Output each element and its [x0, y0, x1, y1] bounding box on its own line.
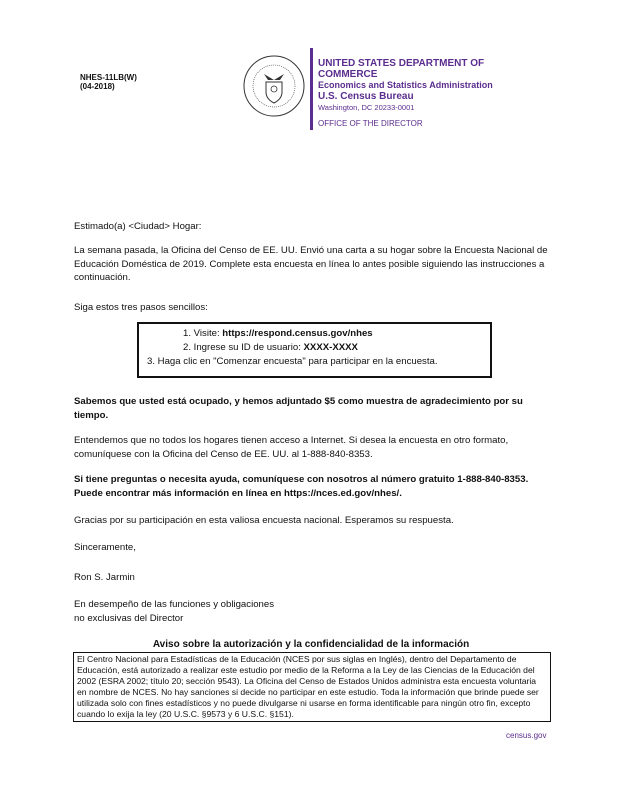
step-3: 3. Haga clic en "Comenzar encuesta" para participar en la encuesta. — [147, 356, 438, 367]
form-number: NHES-11LB(W) — [80, 73, 137, 82]
commerce-seal-icon — [242, 54, 306, 118]
bureau: U.S. Census Bureau — [318, 91, 414, 102]
paragraph-internet: Entendemos que no todos los hogares tienen acceso a Internet. Si desea la encuesta en otro formato, comuníquese con la Oficina del Censo de EE. UU. al 1-888-840-8353. — [74, 435, 509, 460]
brand-divider — [310, 48, 313, 130]
paragraph-help: Si tiene preguntas o necesita ayuda, comuníquese con nosotros al número gratuito 1-888-840-8353. Puede encontrar más información en línea en https://nces.ed.gov/nhes/. — [74, 474, 529, 499]
signer-name: Ron S. Jarmin — [74, 572, 135, 583]
paragraph-intro: La semana pasada, la Oficina del Censo de EE. UU. Envió una carta a su hogar sobre la Encuesta Nacional de Educación Doméstica de 2019. Complete esta encuesta en línea lo antes posible siguiendo las instrucciones a continuación. — [74, 245, 548, 283]
office: OFFICE OF THE DIRECTOR — [318, 119, 423, 128]
paragraph-thanks: Gracias por su participación en esta valiosa encuesta nacional. Esperamos su respuesta. — [74, 515, 454, 526]
survey-url[interactable]: https://respond.census.gov/nhes — [222, 328, 373, 339]
notice-body: El Centro Nacional para Estadísticas de la Educación (NCES por sus siglas en Inglés), dentro del Departamento de Educación, está autorizado a realizar este estudio por medio de la Reforma a la Ley de las Ciencias de la Educación del 2002 (ESRA 2002; título 20; sección 9543). La Oficina del Censo de Estados Unidos administra esta encuesta voluntaria en nombre de NCES. No hay sanciones si decide no participar en este estudio. Toda la información que brinde puede ser utilizada solo con fines estadísticos y no puede divulgarse ni usarse en forma identificable para ningún otro fin, excepto cuando lo exija la ley (20 U.S.C. §9573 y 6 U.S.C. §151). — [73, 652, 551, 722]
step-1: 1. Visite: https://respond.census.gov/nhes — [183, 328, 373, 339]
address: Washington, DC 20233-0001 — [318, 103, 415, 112]
signer-title: En desempeño de las funciones y obligaciones no exclusivas del Director — [74, 599, 275, 624]
agency-name: UNITED STATES DEPARTMENT OF — [318, 58, 485, 69]
agency-header — [318, 58, 493, 129]
form-date: (04-2018) — [80, 82, 115, 91]
steps-box — [137, 322, 492, 378]
greeting: Estimado(a) <Ciudad> Hogar: — [74, 221, 202, 232]
step-2: 2. Ingrese su ID de usuario: XXXX-XXXX — [183, 342, 358, 353]
notice-title: Aviso sobre la autorización y la confidencialidad de la información — [152, 639, 470, 650]
agency-name-2: COMMERCE — [318, 69, 378, 80]
administration: Economics and Statistics Administration — [318, 80, 493, 90]
user-id: XXXX-XXXX — [303, 342, 358, 353]
form-id — [80, 73, 137, 91]
paragraph-incentive: Sabemos que usted está ocupado, y hemos adjuntado $5 como muestra de agradecimiento por su tiempo. — [74, 396, 523, 421]
steps-intro: Siga estos tres pasos sencillos: — [74, 302, 208, 313]
closing: Sinceramente, — [74, 542, 136, 553]
footer-site[interactable]: census.gov — [506, 731, 547, 740]
